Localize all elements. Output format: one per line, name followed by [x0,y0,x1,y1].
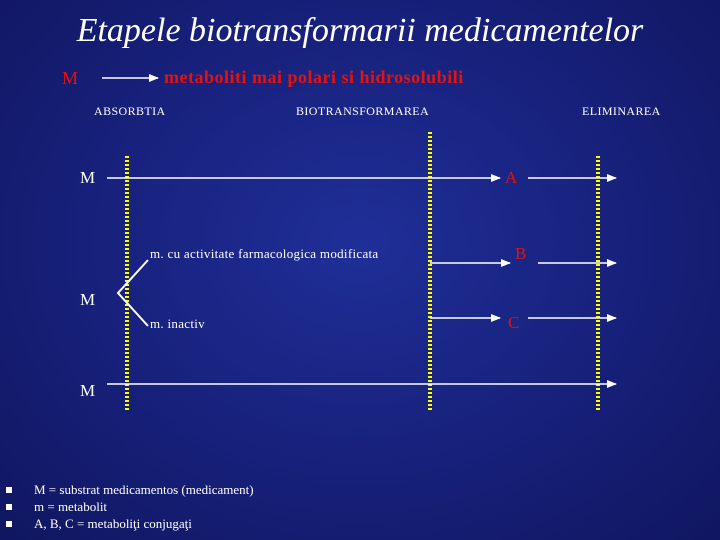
legend-item-m: M = substrat medicamentos (medicament) [34,482,254,497]
m-label-1: M [80,168,96,187]
subtitle-text: metaboliti mai polari si hidrosolubili [164,67,464,87]
m-label-2: M [80,290,96,309]
bullet-icon [6,504,12,510]
bullet-icon [6,487,12,493]
m-label-3: M [80,381,96,400]
legend-item-metabolit: m = metabolit [34,499,108,514]
subtitle-m-label: M [62,68,79,88]
bullet-icon [6,521,12,527]
header-absorbtia: ABSORBTIA [94,104,166,118]
note-active-metabolite: m. cu activitate farmacologica modificata [150,246,379,261]
legend-item-conjugati: A, B, C = metaboliţi conjugaţi [34,516,192,531]
note-inactive-metabolite: m. inactiv [150,316,205,331]
metabolite-b: B [515,244,527,263]
header-biotransformarea: BIOTRANSFORMAREA [296,104,430,118]
metabolite-a: A [505,168,518,187]
branch-lines [118,260,148,326]
header-eliminarea: ELIMINAREA [582,104,661,118]
page-title: Etapele biotransformarii medicamentelor [76,12,644,49]
metabolite-c: C [508,313,520,332]
